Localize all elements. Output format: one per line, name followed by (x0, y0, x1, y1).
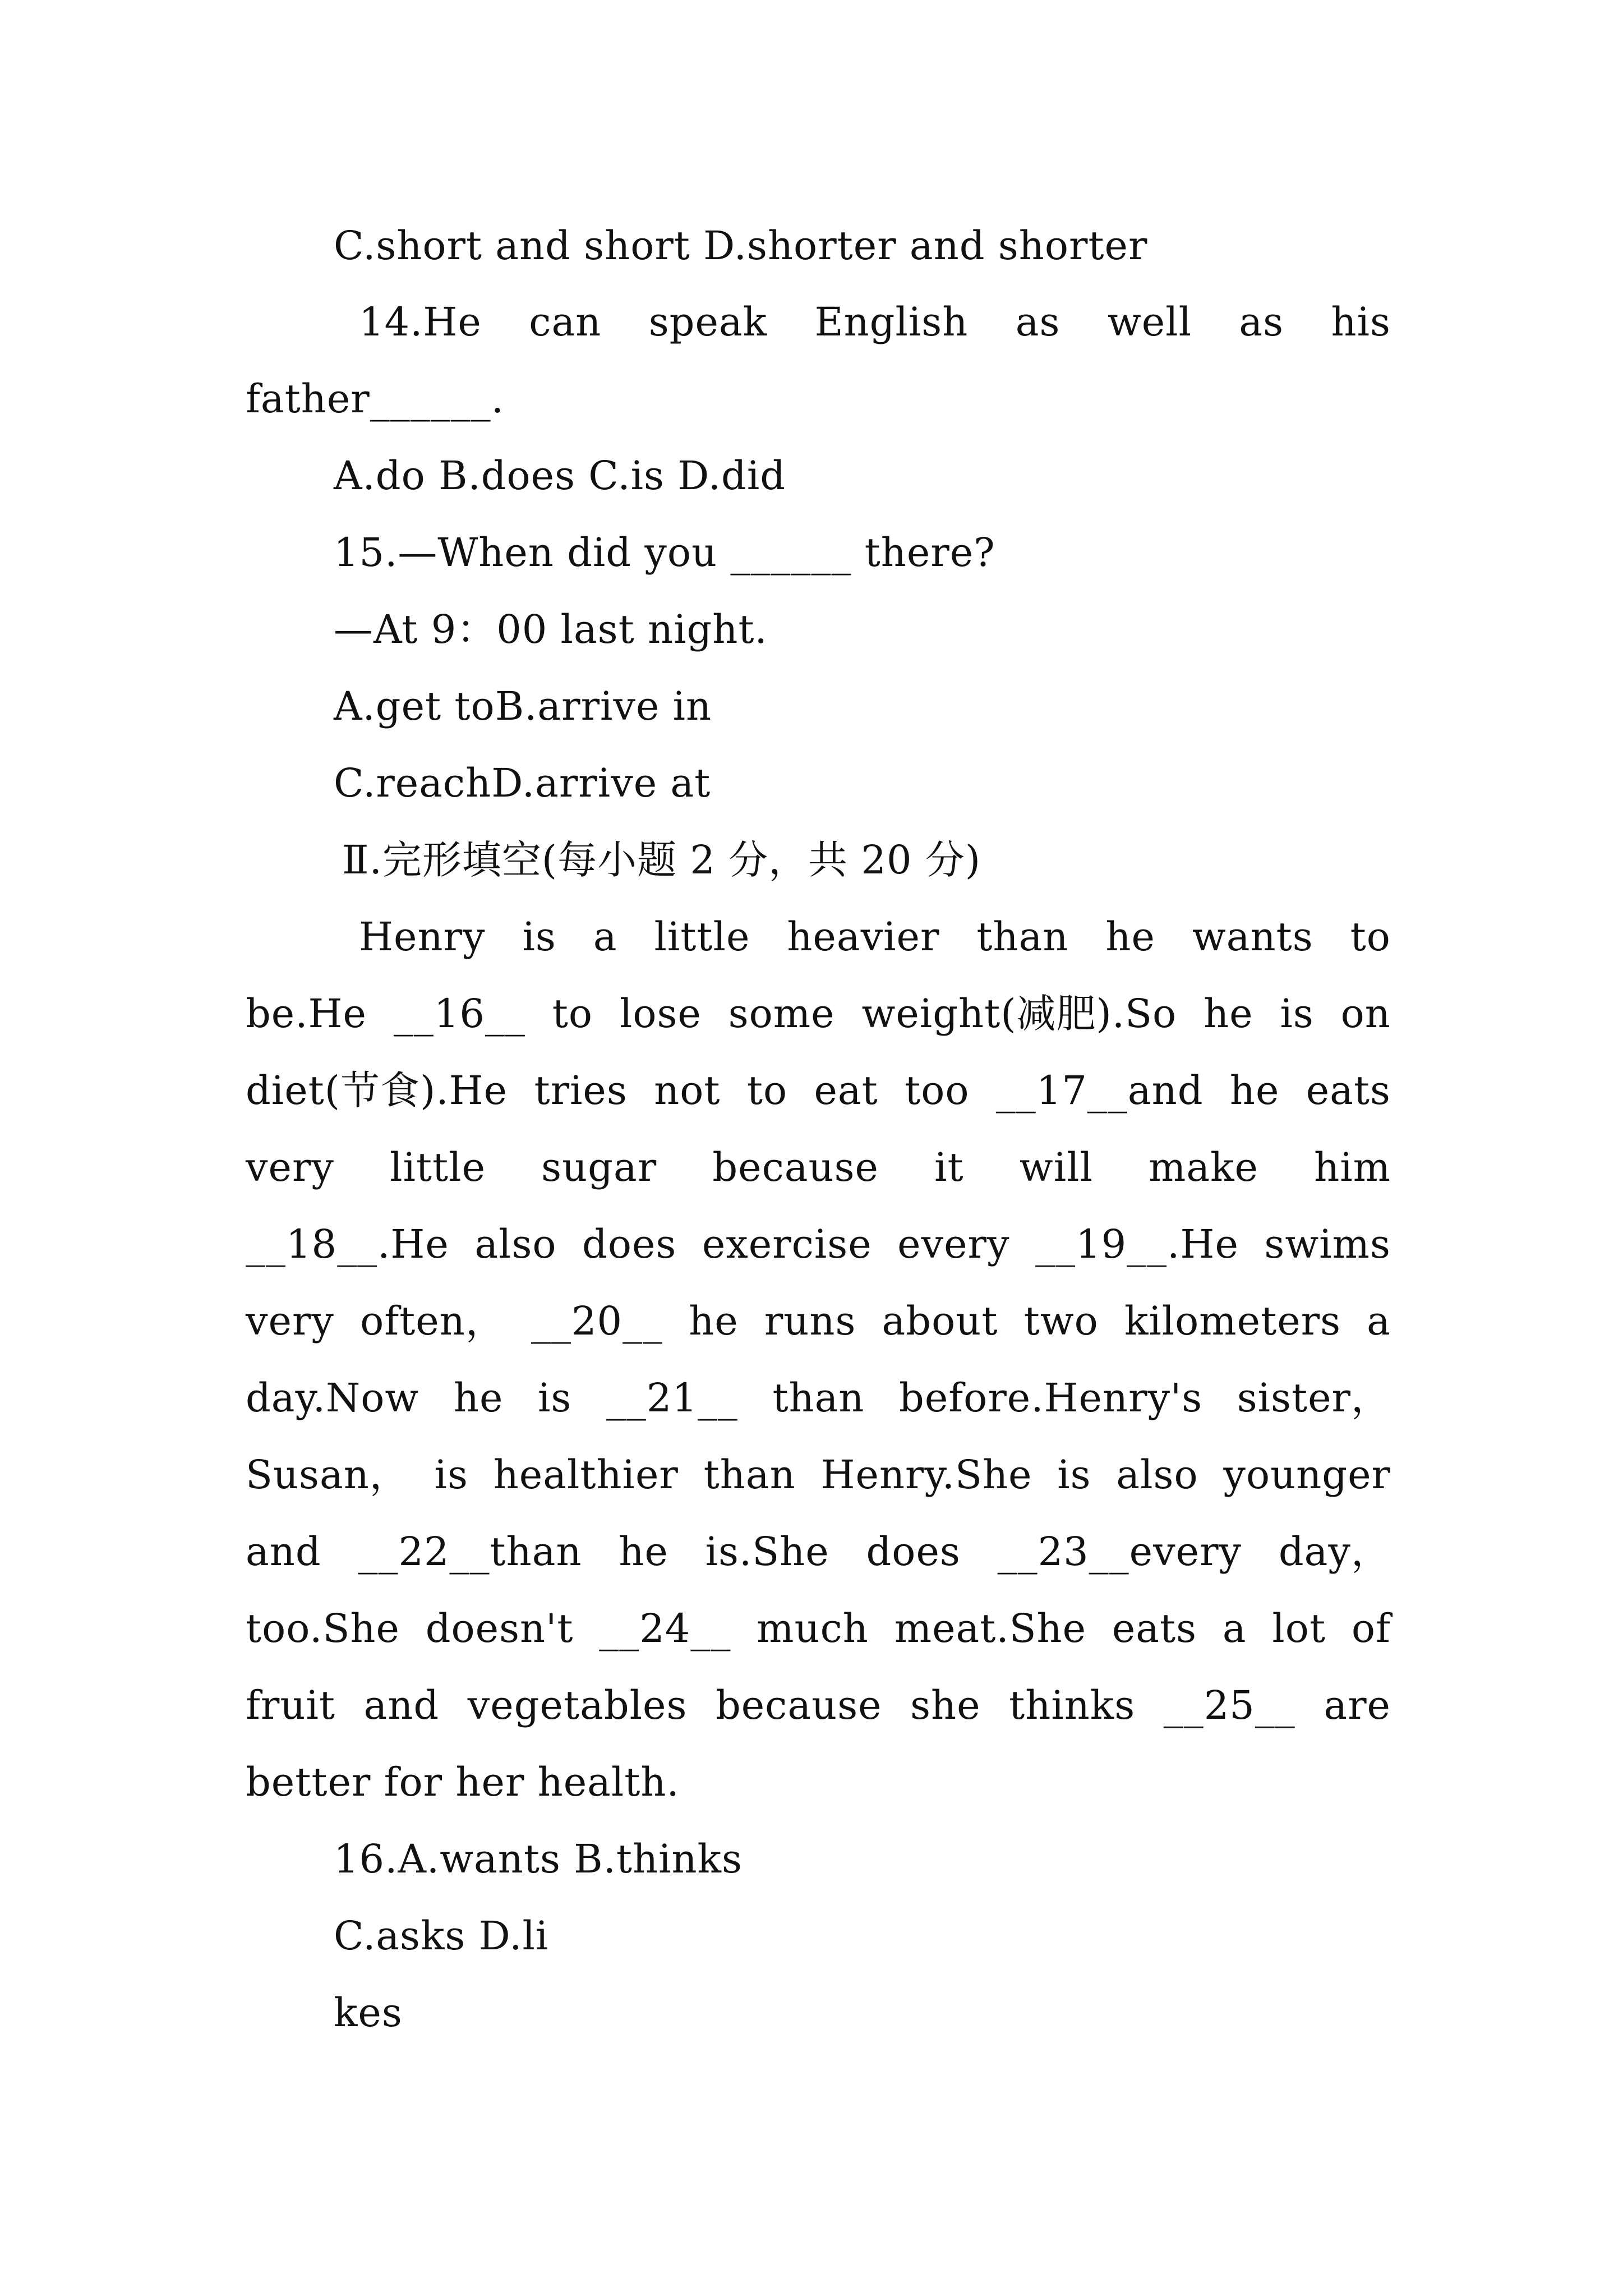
question-16-options-cd: C.asks D.li (334, 1913, 549, 1959)
word: __16__ (393, 991, 525, 1037)
word: very (246, 1144, 334, 1190)
word: little (654, 914, 750, 960)
word: two (1023, 1298, 1099, 1344)
word: him (1314, 1144, 1391, 1190)
passage-line-11 (246, 1677, 1391, 1733)
word: she (910, 1682, 981, 1728)
word: is (522, 914, 556, 960)
word: also (1116, 1452, 1198, 1498)
word: well (1107, 299, 1192, 345)
word: does (866, 1529, 961, 1575)
question-14-options: A.do B.does C.is D.did (334, 453, 786, 499)
word: swims (1264, 1221, 1391, 1267)
word: than (703, 1452, 796, 1498)
word: doesn't (425, 1605, 574, 1651)
word: day.Now (246, 1375, 419, 1421)
word: a (1367, 1298, 1391, 1344)
word: and (363, 1682, 440, 1728)
word: than (772, 1375, 865, 1421)
passage-line-7 (246, 1370, 1391, 1426)
word: vegetables (467, 1682, 688, 1728)
word: runs (764, 1298, 856, 1344)
word: younger (1223, 1452, 1391, 1498)
word: every (897, 1221, 1010, 1267)
word: as (1015, 299, 1061, 345)
word: before.Henry's (899, 1375, 1203, 1421)
question-16-options-ab: 16.A.wants B.thinks (334, 1836, 743, 1882)
word: to (552, 991, 593, 1037)
word: too (905, 1068, 970, 1114)
passage-line-4 (246, 1139, 1391, 1195)
word: is (537, 1375, 572, 1421)
word: lose (619, 991, 702, 1037)
word: lot (1272, 1605, 1326, 1651)
word: __23__every (997, 1529, 1242, 1575)
question-15-stem: 15.—When did you ______ there? (334, 530, 995, 576)
option-line-13-cd: C.short and short D.shorter and shorter (334, 223, 1148, 269)
question-15-answer: —At 9：00 last night. (334, 606, 768, 652)
word: 14.He (359, 299, 482, 345)
passage-line-5 (246, 1216, 1391, 1272)
passage-line-10 (246, 1600, 1391, 1657)
passage-line-12: better for her health. (246, 1759, 680, 1805)
word: will (1019, 1144, 1093, 1190)
word: thinks (1009, 1682, 1136, 1728)
word: meat.She (894, 1605, 1087, 1651)
word: sister， (1237, 1375, 1391, 1421)
word: also (474, 1221, 557, 1267)
word: to (746, 1068, 788, 1114)
word: because (715, 1682, 882, 1728)
word: Susan， (246, 1452, 409, 1498)
word: are (1324, 1682, 1391, 1728)
word: be.He (246, 991, 367, 1037)
word: make (1149, 1144, 1258, 1190)
word: on (1340, 991, 1391, 1037)
word: eats (1306, 1068, 1391, 1114)
word: often， (360, 1298, 505, 1344)
word: he (619, 1529, 668, 1575)
word: day， (1278, 1529, 1391, 1575)
passage-line-9 (246, 1524, 1391, 1580)
word: speak (648, 299, 768, 345)
word: does (582, 1221, 677, 1267)
word: __19__.He (1035, 1221, 1239, 1267)
passage-line-2 (246, 986, 1391, 1042)
word: much (757, 1605, 869, 1651)
word: __21__ (606, 1375, 738, 1421)
word: is (434, 1452, 468, 1498)
word: is (1057, 1452, 1091, 1498)
word: it (934, 1144, 964, 1190)
word: he (1229, 1068, 1280, 1114)
word: __24__ (599, 1605, 731, 1651)
word: heavier (787, 914, 940, 960)
question-16-options-cd-wrap: kes (334, 1990, 403, 2036)
word: sugar (541, 1144, 657, 1190)
question-14-line-2: father______. (246, 376, 504, 422)
word: very (246, 1298, 334, 1344)
word: weight(减肥).So (861, 991, 1177, 1037)
word: of (1351, 1605, 1391, 1651)
word: can (529, 299, 602, 345)
word: as (1239, 299, 1284, 345)
word: __25__ (1163, 1682, 1295, 1728)
word: wants (1192, 914, 1313, 960)
word: little (390, 1144, 486, 1190)
word: tries (534, 1068, 628, 1114)
passage-line-8 (246, 1447, 1391, 1503)
word: healthier (493, 1452, 679, 1498)
word: a (1222, 1605, 1247, 1651)
word: __20__ (531, 1298, 663, 1344)
word: Henry (359, 914, 486, 960)
word: kilometers (1124, 1298, 1341, 1344)
word: his (1331, 299, 1391, 345)
section-heading: Ⅱ.完形填空(每小题 2 分，共 20 分) (342, 837, 981, 883)
word: diet(节食).He (246, 1068, 508, 1114)
word: eat (814, 1068, 878, 1114)
word: he (1204, 991, 1253, 1037)
passage-line-3 (246, 1062, 1391, 1119)
word: __17__and (995, 1068, 1204, 1114)
word: Henry.She (820, 1452, 1032, 1498)
word: a (593, 914, 617, 960)
word: he (453, 1375, 504, 1421)
word: some (728, 991, 835, 1037)
passage-line-6 (246, 1293, 1391, 1349)
word: is (1280, 991, 1314, 1037)
word: to (1350, 914, 1391, 960)
word: not (654, 1068, 721, 1114)
word: he (689, 1298, 739, 1344)
word: because (712, 1144, 879, 1190)
question-15-options-cd: C.reachD.arrive at (334, 760, 711, 806)
word: too.She (246, 1605, 400, 1651)
word: English (814, 299, 969, 345)
word: is.She (705, 1529, 829, 1575)
passage-line-1 (359, 909, 1391, 965)
word: eats (1112, 1605, 1197, 1651)
word: than (976, 914, 1069, 960)
word: __18__.He (246, 1221, 449, 1267)
word: and (246, 1529, 321, 1575)
word: fruit (246, 1682, 335, 1728)
question-14-line-1 (359, 294, 1391, 350)
word: he (1105, 914, 1155, 960)
question-15-options-ab: A.get toB.arrive in (334, 683, 712, 729)
word: exercise (702, 1221, 872, 1267)
word: __22__than (358, 1529, 582, 1575)
word: about (882, 1298, 998, 1344)
